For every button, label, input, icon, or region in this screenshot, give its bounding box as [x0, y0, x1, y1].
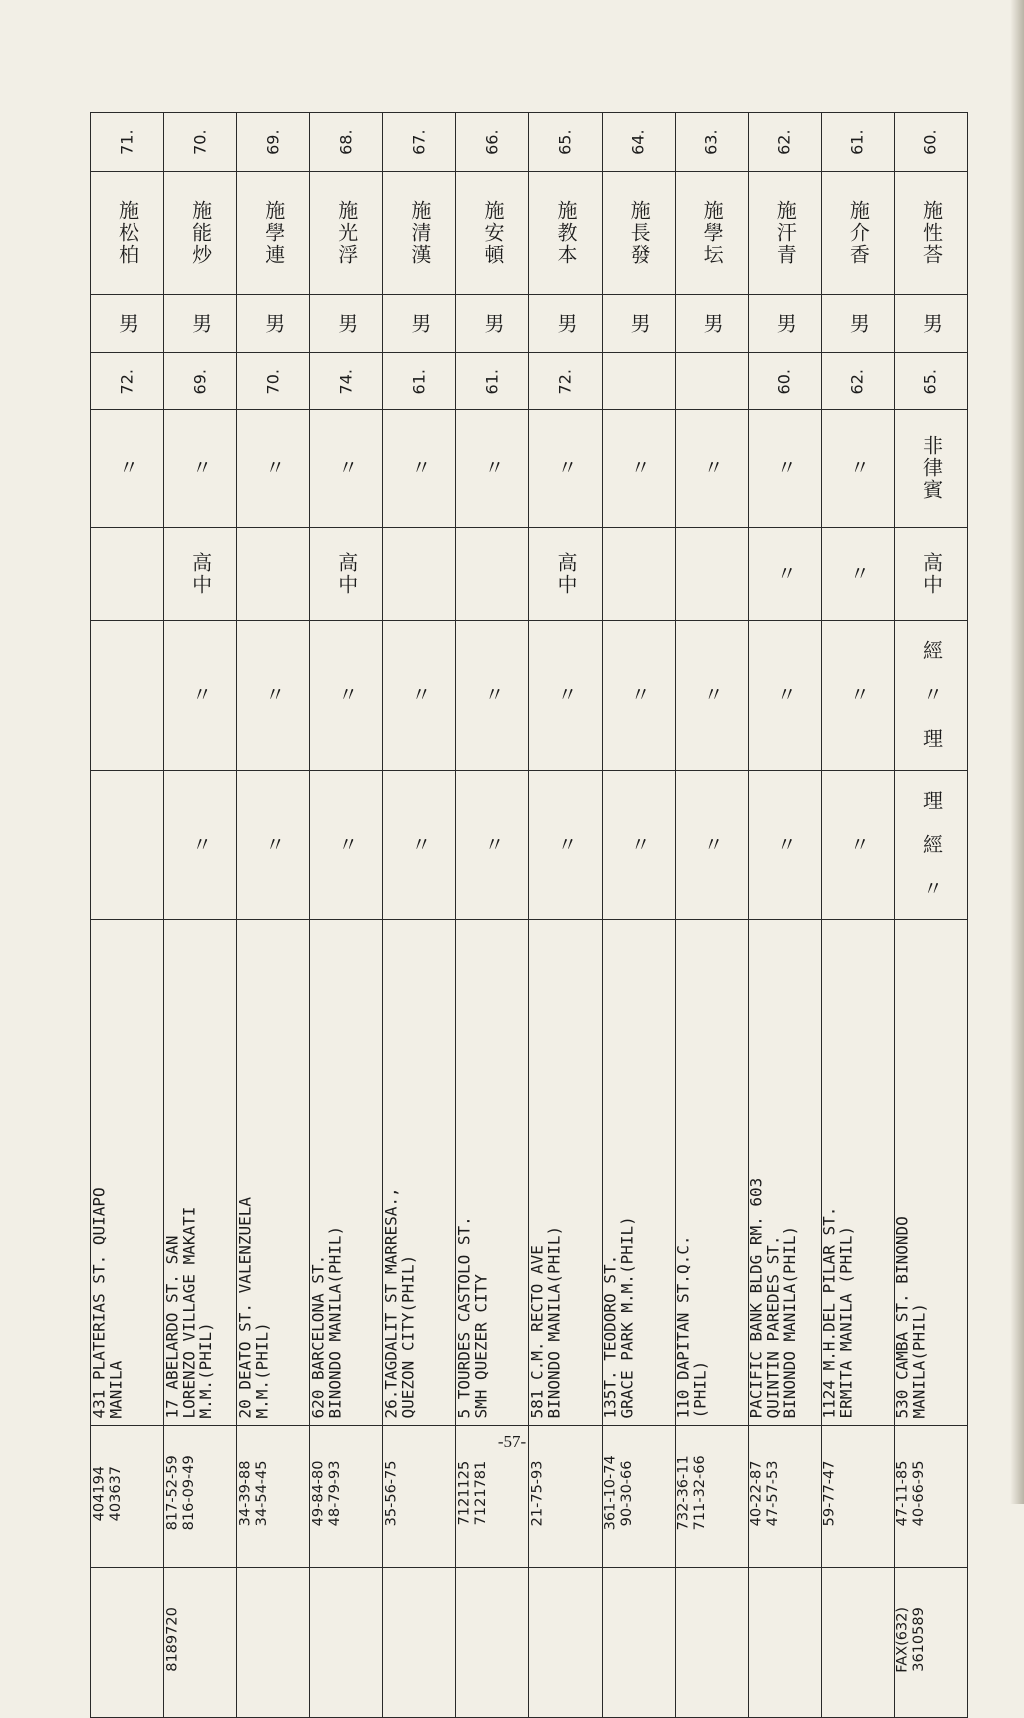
cell-address: 5 TOURDES CASTOLO ST. SMH QUEZER CITY — [456, 920, 529, 1426]
cell-fax — [748, 1568, 821, 1718]
cell-title: 〃 — [237, 770, 310, 920]
cell-fax — [675, 1568, 748, 1718]
cell-title: 〃 — [310, 770, 383, 920]
cell-education: 〃 — [821, 527, 894, 620]
cell-address: 620 BARCELONA ST. BINONDO MANILA(PHIL) — [310, 920, 383, 1426]
cell-name: 施清漢 — [383, 171, 456, 294]
field-row-no — [91, 113, 968, 172]
cell-tel: 34-39-88 34-54-45 — [237, 1425, 310, 1567]
cell-nationality: 〃 — [748, 409, 821, 527]
cell-occupation: 〃 — [164, 620, 237, 770]
member-register-table — [90, 112, 968, 1718]
cell-tel: 47-11-85 40-66-95 — [894, 1425, 967, 1567]
cell-nationality: 〃 — [237, 409, 310, 527]
field-row-address — [91, 920, 968, 1426]
field-row-occupation — [91, 620, 968, 770]
cell-no: 60. — [894, 113, 967, 172]
cell-address: 581 C.M. RECTO AVE BINONDO MANILA(PHIL) — [529, 920, 602, 1426]
cell-title — [91, 770, 164, 920]
field-row-sex — [91, 294, 968, 353]
cell-name: 施教本 — [529, 171, 602, 294]
cell-address: PACIFIC BANK BLDG RM. 603 QUINTIN PAREDES ST. BINONDO MANILA(PHIL) — [748, 920, 821, 1426]
cell-tel: 40-22-87 47-57-53 — [748, 1425, 821, 1567]
cell-fax: FAX(632) 3610589 — [894, 1568, 967, 1718]
cell-occupation: 〃 — [456, 620, 529, 770]
cell-tel: 404194 403637 — [91, 1425, 164, 1567]
cell-address: 20 DEATO ST. VALENZUELA M.M.(PHIL) — [237, 920, 310, 1426]
cell-name: 施長發 — [602, 171, 675, 294]
cell-age — [675, 353, 748, 409]
cell-age: 60. — [748, 353, 821, 409]
cell-tel: 59-77-47 — [821, 1425, 894, 1567]
cell-no: 71. — [91, 113, 164, 172]
cell-title: 〃 — [529, 770, 602, 920]
cell-no: 70. — [164, 113, 237, 172]
cell-occupation: 〃 — [821, 620, 894, 770]
cell-sex: 男 — [456, 294, 529, 353]
cell-title: 〃 — [748, 770, 821, 920]
cell-fax — [237, 1568, 310, 1718]
cell-name: 施汗青 — [748, 171, 821, 294]
cell-nationality: 〃 — [310, 409, 383, 527]
cell-education — [456, 527, 529, 620]
cell-name: 施學坛 — [675, 171, 748, 294]
cell-age: 74. — [310, 353, 383, 409]
cell-address: 1124 M.H.DEL PILAR ST. ERMITA MANILA (PHIL) — [821, 920, 894, 1426]
cell-sex: 男 — [529, 294, 602, 353]
cell-age: 62. — [821, 353, 894, 409]
cell-address: 431 PLATERIAS ST. QUIAPO MANILA — [91, 920, 164, 1426]
cell-tel: 7121125 7121781 — [456, 1425, 529, 1567]
register-body — [91, 113, 968, 1718]
cell-nationality: 〃 — [91, 409, 164, 527]
cell-sex: 男 — [748, 294, 821, 353]
cell-age: 72. — [529, 353, 602, 409]
cell-education: 〃 — [748, 527, 821, 620]
cell-title: 〃 — [675, 770, 748, 920]
cell-education: 高中 — [310, 527, 383, 620]
cell-name: 施能炒 — [164, 171, 237, 294]
page-edge-shadow — [1010, 0, 1024, 1504]
cell-name: 施性荅 — [894, 171, 967, 294]
cell-occupation: 〃 — [675, 620, 748, 770]
cell-tel: 49-84-80 48-79-93 — [310, 1425, 383, 1567]
cell-occupation — [91, 620, 164, 770]
cell-no: 61. — [821, 113, 894, 172]
cell-occupation: 〃 — [310, 620, 383, 770]
cell-sex: 男 — [164, 294, 237, 353]
cell-address: 530 CAMBA ST. BINONDO MANILA(PHIL) — [894, 920, 967, 1426]
cell-title: 〃 — [821, 770, 894, 920]
cell-title: 〃 — [456, 770, 529, 920]
cell-no: 63. — [675, 113, 748, 172]
cell-occupation: 〃 — [529, 620, 602, 770]
cell-occupation: 經 〃 理 — [894, 620, 967, 770]
cell-age — [602, 353, 675, 409]
cell-title: 〃 — [164, 770, 237, 920]
cell-title: 〃 — [383, 770, 456, 920]
cell-occupation: 〃 — [602, 620, 675, 770]
cell-age: 61. — [456, 353, 529, 409]
cell-age: 72. — [91, 353, 164, 409]
cell-sex: 男 — [91, 294, 164, 353]
cell-fax — [91, 1568, 164, 1718]
cell-name: 施光浮 — [310, 171, 383, 294]
cell-tel: 35-56-75 — [383, 1425, 456, 1567]
cell-fax — [456, 1568, 529, 1718]
cell-tel: 732-36-11 711-32-66 — [675, 1425, 748, 1567]
cell-tel: 817-52-59 816-09-49 — [164, 1425, 237, 1567]
cell-no: 68. — [310, 113, 383, 172]
cell-education: 高中 — [529, 527, 602, 620]
cell-no: 62. — [748, 113, 821, 172]
cell-fax — [383, 1568, 456, 1718]
field-row-name — [91, 171, 968, 294]
cell-education — [602, 527, 675, 620]
cell-nationality: 〃 — [529, 409, 602, 527]
cell-nationality: 〃 — [675, 409, 748, 527]
cell-sex: 男 — [310, 294, 383, 353]
cell-sex: 男 — [383, 294, 456, 353]
cell-title: 〃 — [602, 770, 675, 920]
cell-address: 17 ABELARDO ST. SAN LORENZO VILLAGE MAKATI M.M.(PHIL) — [164, 920, 237, 1426]
cell-sex: 男 — [602, 294, 675, 353]
cell-address: 135T. TEODORO ST. GRACE PARK M.M.(PHIL) — [602, 920, 675, 1426]
cell-nationality: 〃 — [821, 409, 894, 527]
cell-age: 61. — [383, 353, 456, 409]
cell-occupation: 〃 — [383, 620, 456, 770]
cell-sex: 男 — [237, 294, 310, 353]
cell-fax — [529, 1568, 602, 1718]
cell-address: 110 DAPITAN ST.Q.C. (PHIL) — [675, 920, 748, 1426]
cell-no: 69. — [237, 113, 310, 172]
cell-no: 64. — [602, 113, 675, 172]
field-row-title — [91, 770, 968, 920]
cell-age: 65. — [894, 353, 967, 409]
cell-name: 施介香 — [821, 171, 894, 294]
cell-nationality: 〃 — [602, 409, 675, 527]
cell-sex: 男 — [894, 294, 967, 353]
cell-nationality: 〃 — [383, 409, 456, 527]
field-row-age — [91, 353, 968, 409]
cell-name: 施松柏 — [91, 171, 164, 294]
cell-occupation: 〃 — [748, 620, 821, 770]
cell-title: 理 經 〃 — [894, 770, 967, 920]
cell-sex: 男 — [675, 294, 748, 353]
cell-fax — [821, 1568, 894, 1718]
cell-education — [675, 527, 748, 620]
cell-education — [237, 527, 310, 620]
cell-education: 高中 — [894, 527, 967, 620]
cell-name: 施學連 — [237, 171, 310, 294]
field-row-nationality — [91, 409, 968, 527]
cell-fax: 8189720 — [164, 1568, 237, 1718]
cell-occupation: 〃 — [237, 620, 310, 770]
field-row-education — [91, 527, 968, 620]
cell-fax — [310, 1568, 383, 1718]
cell-sex: 男 — [821, 294, 894, 353]
cell-no: 66. — [456, 113, 529, 172]
cell-age: 70. — [237, 353, 310, 409]
cell-education: 高中 — [164, 527, 237, 620]
cell-education — [91, 527, 164, 620]
cell-no: 67. — [383, 113, 456, 172]
cell-no: 65. — [529, 113, 602, 172]
cell-nationality: 非律賓 — [894, 409, 967, 527]
cell-age: 69. — [164, 353, 237, 409]
cell-address: 26.TAGDALIT ST MARRESA., QUEZON CITY(PHIL) — [383, 920, 456, 1426]
cell-tel: 361-10-74 90-30-66 — [602, 1425, 675, 1567]
cell-nationality: 〃 — [456, 409, 529, 527]
cell-tel: 21-75-93 — [529, 1425, 602, 1567]
page-number: -57- — [497, 1432, 527, 1451]
cell-nationality: 〃 — [164, 409, 237, 527]
cell-fax — [602, 1568, 675, 1718]
field-row-fax — [91, 1568, 968, 1718]
cell-education — [383, 527, 456, 620]
cell-name: 施安頓 — [456, 171, 529, 294]
